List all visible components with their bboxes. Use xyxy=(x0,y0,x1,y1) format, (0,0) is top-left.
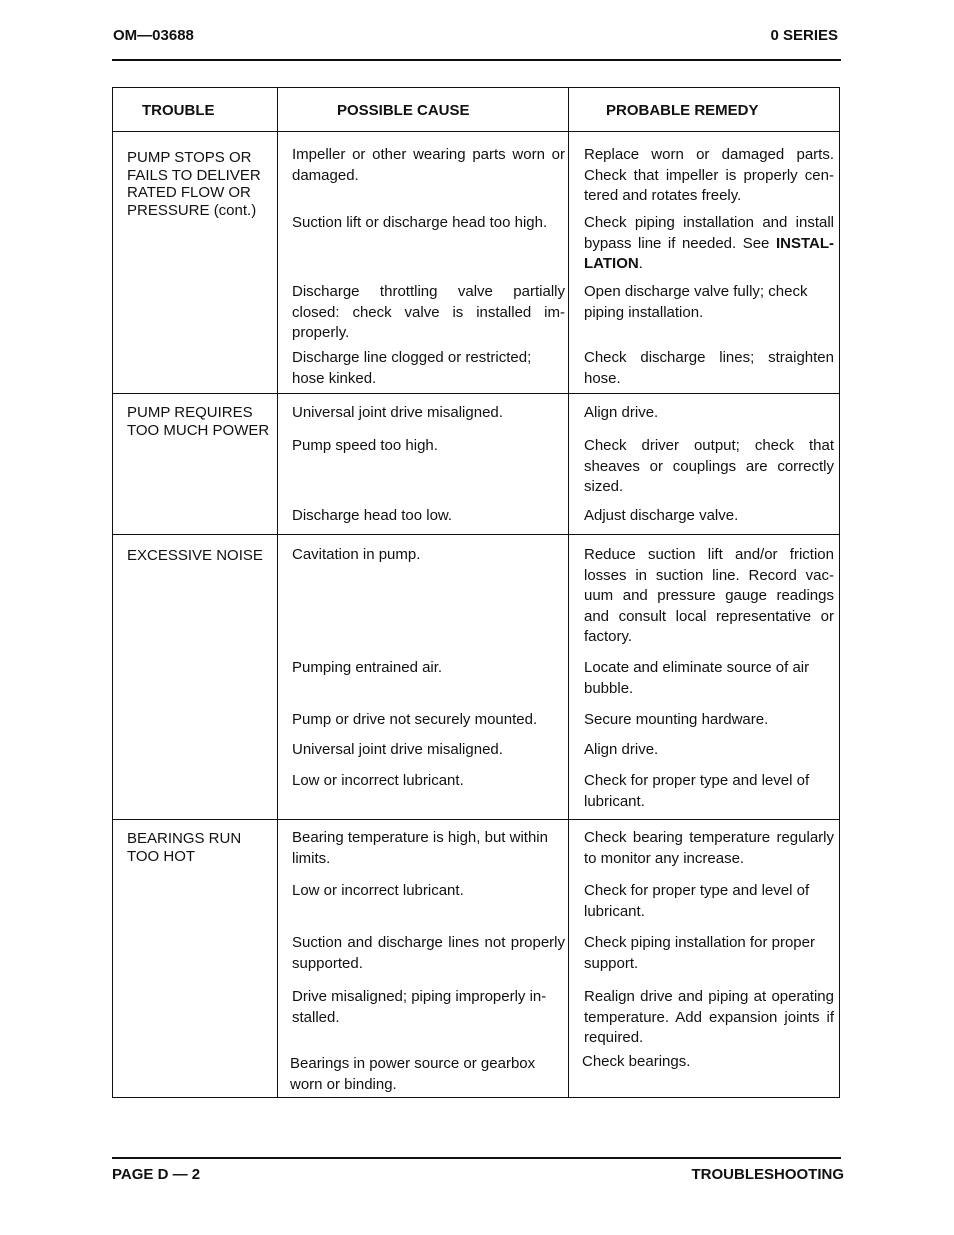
column-divider xyxy=(277,88,278,1097)
remedy-cell: Replace worn or damaged parts. Check that impeller is properly centered and rotates freely. xyxy=(584,146,834,205)
remedy-punctuation: . xyxy=(638,255,643,273)
group-divider xyxy=(113,534,839,535)
remedy-cell xyxy=(584,213,834,275)
cause-cell: Low or incorrect lubricant. xyxy=(292,772,464,789)
remedy-cell: Open discharge valve fully; check piping installation. xyxy=(584,283,808,321)
remedy-cell: Check for proper type and level of lubricant. xyxy=(584,882,810,920)
cause-cell: Suction lift or discharge head too high. xyxy=(292,214,548,231)
remedy-cell: Check bearings. xyxy=(582,1053,691,1070)
footer-rule xyxy=(112,1157,841,1159)
page-number: PAGE D — 2 xyxy=(112,1166,201,1183)
section-name: TROUBLESHOOTING xyxy=(691,1166,844,1183)
trouble-cell: PUMP REQUIRES TOO MUCH POWER xyxy=(127,404,270,439)
remedy-cell: Align drive. xyxy=(584,741,659,758)
cause-cell: Drive misaligned; piping improperly installed. xyxy=(292,988,547,1026)
cause-cell: Suction and discharge lines not properly supported. xyxy=(292,934,565,972)
cause-cell: Universal joint drive misaligned. xyxy=(292,741,503,758)
remedy-cell: Check driver output; check that sheaves or couplings are correctly sized. xyxy=(584,437,834,496)
trouble-cell: PUMP STOPS OR FAILS TO DELIVER RATED FLOW OR PRESSURE (cont.) xyxy=(127,149,261,219)
header-row-divider xyxy=(113,131,839,132)
cause-cell: Bearing temperature is high, but within limits. xyxy=(292,829,548,867)
column-divider xyxy=(568,88,569,1097)
remedy-cell: Check discharge lines; straighten hose. xyxy=(584,349,834,387)
cause-cell: Discharge throttling valve partially closed: check valve is installed improperly. xyxy=(292,283,565,342)
remedy-cell: Locate and eliminate source of air bubble. xyxy=(584,659,810,697)
cause-cell: Universal joint drive misaligned. xyxy=(292,404,503,421)
remedy-cell: Reduce suction lift and/or friction losses in suction line. Record vacuum and pressure gauge readings and consult local representative or factory. xyxy=(584,546,834,646)
series-label: 0 SERIES xyxy=(770,27,838,44)
remedy-cell: Check for proper type and level of lubricant. xyxy=(584,772,810,810)
cause-cell: Pump or drive not securely mounted. xyxy=(292,711,538,728)
document-number: OM—03688 xyxy=(113,27,194,44)
remedy-text: Check piping installation and install bypass line if needed. See xyxy=(584,214,834,252)
cause-cell: Pump speed too high. xyxy=(292,437,438,454)
group-divider xyxy=(113,393,839,394)
remedy-cell: Check bearing temperature regularly to monitor any increase. xyxy=(584,829,834,867)
remedy-cell: Realign drive and piping at operating temperature. Add expansion joints if required. xyxy=(584,988,834,1047)
trouble-cell: EXCESSIVE NOISE xyxy=(127,547,263,564)
column-header-possible-cause: POSSIBLE CAUSE xyxy=(337,102,470,119)
cause-cell: Low or incorrect lubricant. xyxy=(292,882,464,899)
cause-cell: Discharge head too low. xyxy=(292,507,453,524)
cause-cell: Cavitation in pump. xyxy=(292,546,421,563)
remedy-cell: Check piping installation for proper support. xyxy=(584,934,815,972)
remedy-cell: Adjust discharge valve. xyxy=(584,507,739,524)
column-header-trouble: TROUBLE xyxy=(142,102,215,119)
cause-cell: Bearings in power source or gearbox worn or binding. xyxy=(290,1055,536,1093)
trouble-cell: BEARINGS RUN TOO HOT xyxy=(127,830,242,865)
cause-cell: Impeller or other wearing parts worn or damaged. xyxy=(292,146,565,184)
remedy-cell: Secure mounting hardware. xyxy=(584,711,769,728)
cause-cell: Discharge line clogged or restricted; hose kinked. xyxy=(292,349,532,387)
troubleshooting-table xyxy=(112,87,840,1098)
column-header-probable-remedy: PROBABLE REMEDY xyxy=(606,102,759,119)
remedy-cell: Align drive. xyxy=(584,404,659,421)
header-rule xyxy=(112,59,841,61)
group-divider xyxy=(113,819,839,820)
section-reference: INSTALLATION xyxy=(584,234,834,273)
cause-cell: Pumping entrained air. xyxy=(292,659,443,676)
